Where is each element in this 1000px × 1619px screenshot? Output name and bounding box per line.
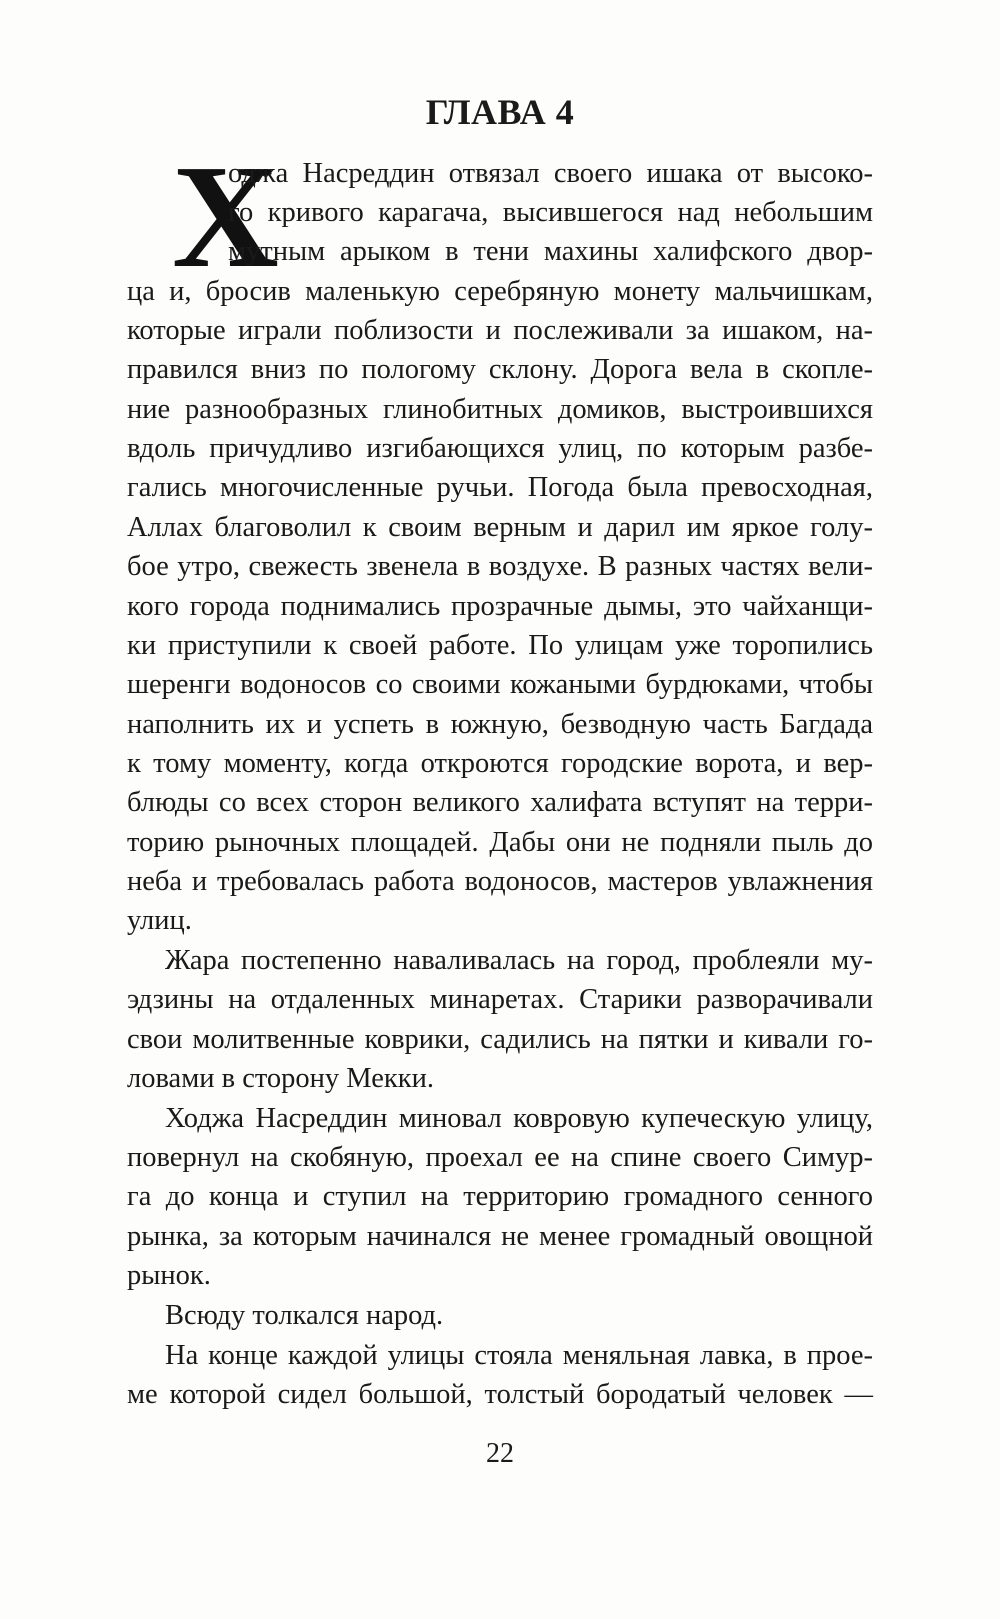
- text-line: рынок.: [127, 1260, 211, 1291]
- text-line: оджа Насреддин отвязал своего ишака от высоко-: [228, 158, 873, 189]
- text-line: правился вниз по пологому склону. Дорога вела в скопле-: [127, 354, 873, 385]
- text-line: улиц.: [127, 905, 192, 936]
- text-line: бое утро, свежесть звенела в воздухе. В разных частях вели-: [127, 551, 873, 582]
- page-number: 22: [486, 1438, 514, 1469]
- text-line: ние разнообразных глинобитных домиков, выстроившихся: [127, 394, 873, 425]
- text-line: блюды со всех сторон великого халифата вступят на терри-: [127, 787, 873, 818]
- text-line: торию рыночных площадей. Дабы они не подняли пыль до: [127, 827, 873, 858]
- chapter-title: ГЛАВА 4: [425, 92, 575, 132]
- text-line: мутным арыком в тени махины халифского двор-: [228, 236, 873, 267]
- text-line: свои молитвенные коврики, садились на пятки и кивали го-: [127, 1024, 873, 1055]
- text-line: ме которой сидел большой, толстый бородатый человек —: [127, 1379, 873, 1410]
- text-line: гались многочисленные ручьи. Погода была превосходная,: [127, 472, 873, 503]
- text-line: которые играли поблизости и послеживали за ишаком, на-: [127, 315, 873, 346]
- text-line: га до конца и ступил на территорию громадного сенного: [127, 1181, 873, 1212]
- text-line: кого города поднимались прозрачные дымы, это чайханщи-: [127, 591, 873, 622]
- text-line: шеренги водоносов со своими кожаными бурдюками, чтобы: [127, 669, 873, 700]
- text-line: эдзины на отдаленных минаретах. Старики разворачивали: [127, 984, 873, 1015]
- text-line: ца и, бросив маленькую серебряную монету мальчишкам,: [127, 276, 873, 307]
- text-line: неба и требовалась работа водоносов, мастеров увлажнения: [127, 866, 873, 897]
- text-line: ловами в сторону Мекки.: [127, 1063, 434, 1094]
- text-line: На конце каждой улицы стояла меняльная лавка, в прое-: [165, 1340, 873, 1371]
- text-line: наполнить их и успеть в южную, безводную часть Багдада: [127, 709, 873, 740]
- text-line: рынка, за которым начинался не менее громадный овощной: [127, 1221, 873, 1252]
- text-line: к тому моменту, когда откроются городские ворота, и вер-: [127, 748, 873, 779]
- text-line: ки приступили к своей работе. По улицам уже торопились: [127, 630, 873, 661]
- text-line: Ходжа Насреддин миновал ковровую купеческую улицу,: [165, 1103, 873, 1134]
- text-line: Аллах благоволил к своим верным и дарил им яркое голу-: [127, 512, 873, 543]
- text-line: повернул на скобяную, проехал ее на спине своего Симур-: [127, 1142, 873, 1173]
- text-line: вдоль причудливо изгибающихся улиц, по которым разбе-: [127, 433, 873, 464]
- text-line: Жара постепенно наваливалась на город, проблеяли му-: [165, 945, 873, 976]
- text-line: го кривого карагача, высившегося над небольшим: [228, 197, 873, 228]
- drop-cap: Х: [172, 135, 279, 299]
- text-line: Всюду толкался народ.: [165, 1300, 444, 1331]
